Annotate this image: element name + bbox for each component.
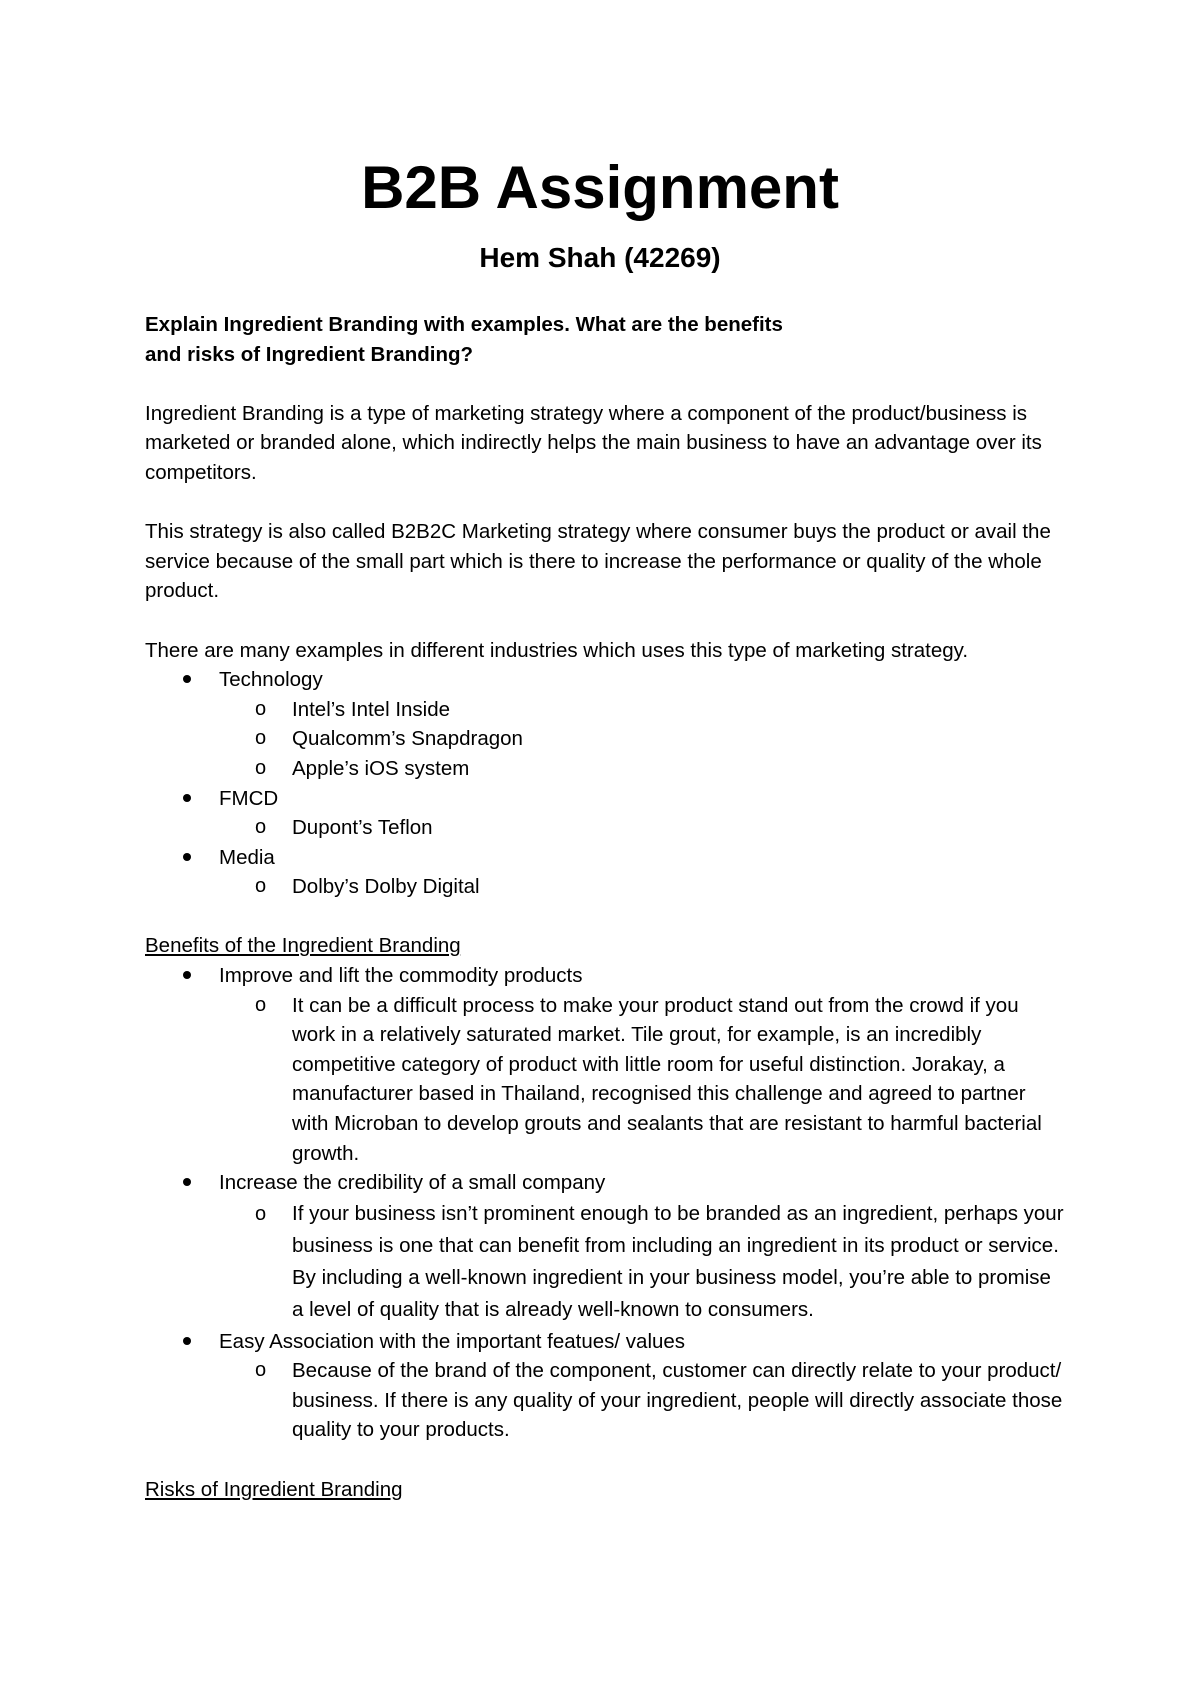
- sub-bullet-icon: o: [255, 993, 267, 1016]
- sub-bullet-icon: o: [255, 1202, 267, 1225]
- bullet-icon: [183, 784, 197, 814]
- examples-list: [145, 665, 1065, 902]
- paragraph-definition: Ingredient Branding is a type of marketing strategy where a component of the product/business is marketed or branded alone, which indirectly helps the main business to have an advantage over its competitors.: [145, 401, 1042, 484]
- list-item: [145, 1198, 1065, 1327]
- paragraph-examples-intro: There are many examples in different industries which uses this type of marketing strategy.: [145, 638, 969, 662]
- list-item: [145, 843, 1065, 873]
- bullet-icon: [183, 1327, 197, 1357]
- sub-bullet-icon: o: [255, 816, 267, 839]
- list-item: [145, 991, 1065, 1169]
- benefit-detail: If your business isn’t prominent enough to be branded as an ingredient, perhaps your business is one that can benefit from including an ingredient in its product or service. By including a well-known ingredient in your business model, you’re able to promise a level of quality that is already well-known to consumers.: [292, 1201, 1064, 1322]
- sub-bullet-icon: o: [255, 727, 267, 750]
- list-item: [145, 665, 1065, 695]
- list-item: [145, 784, 1065, 814]
- bullet-icon: [183, 843, 197, 873]
- bullet-icon: [183, 665, 197, 695]
- list-item: [145, 1327, 1065, 1357]
- list-item: [145, 695, 1065, 725]
- list-item: [145, 872, 1065, 902]
- sub-bullet-icon: o: [255, 697, 267, 720]
- list-item: [145, 754, 1065, 784]
- example-item: Apple’s iOS system: [292, 756, 470, 780]
- example-item: Dolby’s Dolby Digital: [292, 875, 480, 899]
- benefit-label: Improve and lift the commodity products: [219, 964, 583, 988]
- sub-bullet-icon: o: [255, 1359, 267, 1382]
- example-item: Intel’s Intel Inside: [292, 697, 451, 721]
- example-item: Dupont’s Teflon: [292, 816, 433, 840]
- example-category: Media: [219, 845, 275, 869]
- bullet-icon: [183, 961, 197, 991]
- document-body: [145, 310, 1065, 1504]
- benefits-heading: Benefits of the Ingredient Branding: [145, 934, 461, 958]
- benefit-label: Increase the credibility of a small company: [219, 1171, 606, 1195]
- list-item: [145, 813, 1065, 843]
- benefit-detail: Because of the brand of the component, customer can directly relate to your product/ business. If there is any quality of your ingredient, people will directly associate those quality to your products.: [292, 1359, 1063, 1442]
- benefit-detail: It can be a difficult process to make your product stand out from the crowd if you work in a relatively saturated market. Tile grout, for example, is an incredibly competitive category of product with little room for useful distinction. Jorakay, a manufacturer based in Thailand, recognised this challenge and agreed to partner with Microban to develop grouts and sealants that are resistant to harmful bacterial growth.: [292, 993, 1042, 1165]
- author-line: Hem Shah (42269): [479, 242, 721, 273]
- bullet-icon: [183, 1168, 197, 1198]
- question-line-1: Explain Ingredient Branding with examples. What are the benefits: [145, 313, 783, 336]
- risks-heading: Risks of Ingredient Branding: [145, 1477, 403, 1501]
- example-category: Technology: [219, 668, 323, 692]
- sub-bullet-icon: o: [255, 875, 267, 898]
- question-line-2: and risks of Ingredient Branding?: [145, 342, 474, 366]
- example-item: Qualcomm’s Snapdragon: [292, 727, 523, 751]
- sub-bullet-icon: o: [255, 756, 267, 779]
- benefits-list: [145, 961, 1065, 1445]
- example-category: FMCD: [219, 786, 279, 810]
- list-item: [145, 961, 1065, 991]
- document-title: B2B Assignment: [361, 154, 839, 221]
- list-item: [145, 1356, 1065, 1445]
- list-item: [145, 724, 1065, 754]
- benefit-label: Easy Association with the important featues/ values: [219, 1329, 686, 1353]
- list-item: [145, 1168, 1065, 1198]
- paragraph-b2b2c: This strategy is also called B2B2C Marketing strategy where consumer buys the product or avail the service because of the small part which is there to increase the performance or quality of the whole product.: [145, 520, 1051, 603]
